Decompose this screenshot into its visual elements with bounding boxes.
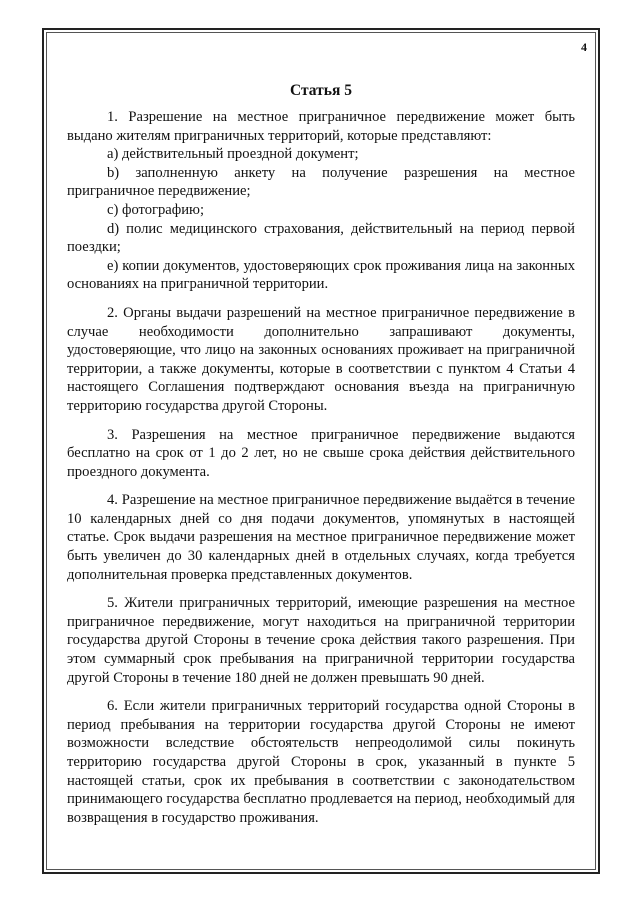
paragraph-2: 2. Органы выдачи разрешений на местное приграничное передвижение в случае необходимости дополнительно запрашивают документы, удостоверяющие, что лицо на законных основаниях проживает на приграничной территории, а также документы, которые в соответствии с пунктом 4 Статьи 4 настоящего Соглашения подтверждают основания въезда на приграничную территорию государства другой Стороны. [67,304,575,414]
paragraph-6: 6. Если жители приграничных территорий государства одной Стороны в период пребывания на территории государства другой Стороны не имеют возможности вследствие обстоятельств непреодолимой силы покинуть территорию государства другой Стороны в срок, указанный в пункте 5 настоящей статьи, срок их пребывания в соответствии с законодательством принимающего государства бесплатно продлевается на период, необходимый для возвращения в государство проживания. [67,698,575,826]
page-number: 4 [581,40,587,54]
paragraph-5: 5. Жители приграничных территорий, имеющие разрешения на местное приграничное передвижение, могут находиться на приграничной территории государства другой Стороны в течение срока действия такого разрешения. При этом суммарный срок пребывания на приграничной территории государства другой Стороны в течение 180 дней не должен превышать 90 дней. [67,595,575,686]
article-title: Статья 5 [290,82,352,99]
paragraph-1-item-d: d) полис медицинского страхования, действительный на период первой поездки; [67,220,575,256]
paragraph-1-item-a: a) действительный проездной документ; [107,146,359,163]
paragraph-3: 3. Разрешения на местное приграничное передвижение выдаются бесплатно на срок от 1 до 2 лет, но не свыше срока действия действительного проездного документа. [67,426,575,480]
paragraph-1-item-c: c) фотографию; [107,201,205,218]
paragraph-4: 4. Разрешение на местное приграничное передвижение выдаётся в течение 10 календарных дней со дня подачи документов, упомянутых в настоящей статье. Срок выдачи разрешения на местное приграничное передвижение может быть увеличен до 30 календарных дней в отдельных случаях, когда требуется дополнительная проверка представленных документов. [67,492,575,583]
paragraph-1-intro: 1. Разрешение на местное приграничное передвижение может быть выдано жителям приграничных территорий, которые представляют: [67,109,575,144]
document-body [67,82,575,827]
paragraph-1-item-e: e) копии документов, удостоверяющих срок проживания лица на законных основаниях на приграничной территории. [67,257,575,293]
paragraph-1-item-b: b) заполненную анкету на получение разрешения на местное приграничное передвижение; [67,164,575,200]
